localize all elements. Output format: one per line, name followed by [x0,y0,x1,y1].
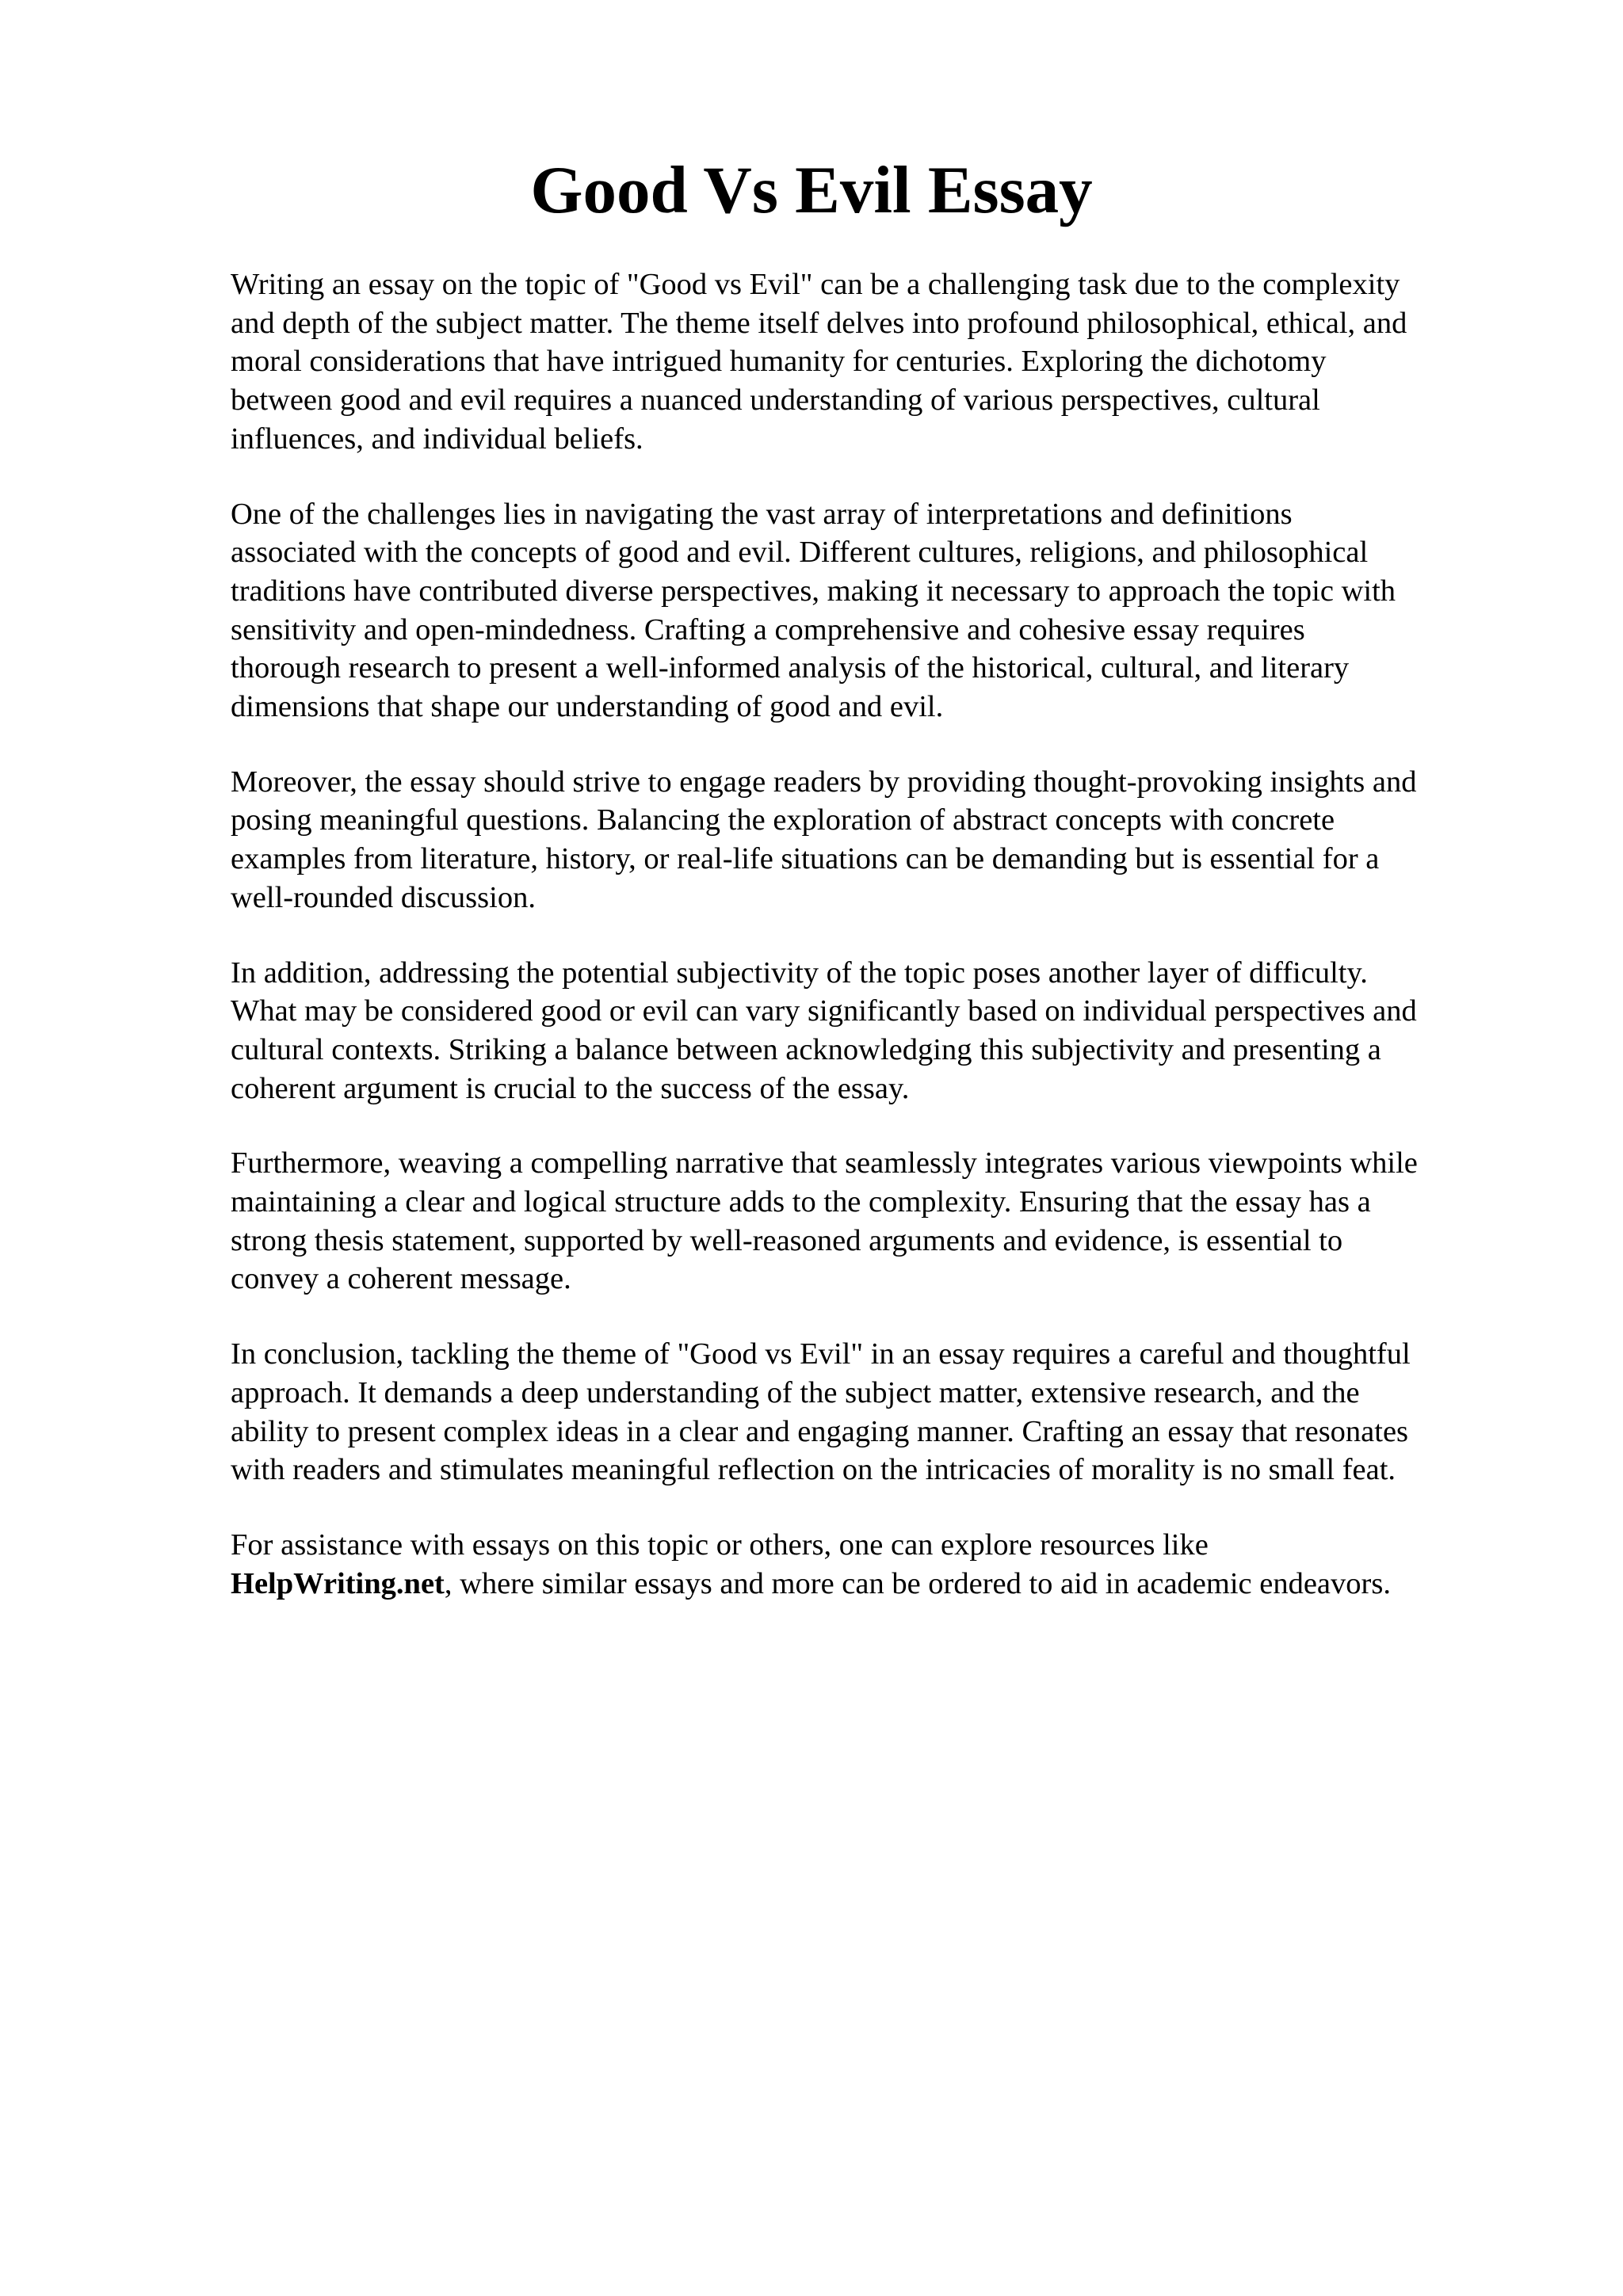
text-line [231,1565,1514,1604]
text-line: What may be considered good or evil can vary significantly based on individual perspectives and [231,994,1417,1028]
text-line: cultural contexts. Striking a balance between acknowledging this subjectivity and presenting a [231,1032,1381,1066]
text-line: examples from literature, history, or real-life situations can be demanding but is essential for a [231,842,1380,876]
paragraph-4 [231,954,1514,1108]
paragraph-1 [231,265,1514,459]
text-line: Furthermore, weaving a compelling narrative that seamlessly integrates various viewpoints while [231,1146,1418,1180]
paragraph-3 [231,763,1514,917]
text-line: maintaining a clear and logical structure adds to the complexity. Ensuring that the essay has a [231,1185,1371,1219]
text-line: associated with the concepts of good and evil. Different cultures, religions, and philosophical [231,536,1369,570]
text-line: ability to present complex ideas in a clear and engaging manner. Crafting an essay that resonates [231,1414,1409,1448]
essay-body [231,265,1514,1639]
paragraph-5 [231,1144,1514,1299]
text-line: with readers and stimulates meaningful reflection on the intricacies of morality is no small feat. [231,1453,1396,1487]
paragraph-6 [231,1335,1514,1489]
text-line: Moreover, the essay should strive to engage readers by providing thought-provoking insights and [231,765,1417,799]
text-line: In conclusion, tackling the theme of "Good vs Evil" in an essay requires a careful and thoughtful [231,1337,1411,1371]
helpwriting-link[interactable]: HelpWriting.net [231,1566,445,1600]
text-line: coherent argument is crucial to the success of the essay. [231,1071,910,1105]
text-line: thorough research to present a well-informed analysis of the historical, cultural, and literary [231,651,1350,685]
paragraph-2 [231,495,1514,727]
text-line: between good and evil requires a nuanced understanding of various perspectives, cultural [231,383,1320,418]
text-line: Writing an essay on the topic of "Good vs Evil" can be a challenging task due to the complexity [231,268,1400,301]
text-line: For assistance with essays on this topic or others, one can explore resources like [231,1527,1209,1562]
text-line: dimensions that shape our understanding of good and evil. [231,690,944,724]
text-line: convey a coherent message. [231,1262,571,1296]
text-line: approach. It demands a deep understanding of the subject matter, extensive research, and the [231,1375,1360,1409]
text-line: In addition, addressing the potential subjectivity of the topic poses another layer of difficulty. [231,955,1368,990]
text-line: influences, and individual beliefs. [231,421,643,456]
text-line: sensitivity and open-mindedness. Crafting a comprehensive and cohesive essay requires [231,612,1305,646]
text-line: One of the challenges lies in navigating the vast array of interpretations and definitions [231,497,1293,531]
text-line: strong thesis statement, supported by well-reasoned arguments and evidence, is essential to [231,1223,1343,1257]
text-line: moral considerations that have intrigued humanity for centuries. Exploring the dichotomy [231,345,1327,379]
closing-text: , where similar essays and more can be ordered to aid in academic endeavors. [444,1566,1391,1600]
text-line: and depth of the subject matter. The theme itself delves into profound philosophical, ethical, and [231,306,1407,340]
text-line: posing meaningful questions. Balancing the exploration of abstract concepts with concrete [231,803,1335,837]
paragraph-closing [231,1526,1514,1603]
text-line: well-rounded discussion. [231,880,536,914]
text-line: traditions have contributed diverse perspectives, making it necessary to approach the topic with [231,574,1396,608]
page-title: Good Vs Evil Essay [530,153,1093,227]
